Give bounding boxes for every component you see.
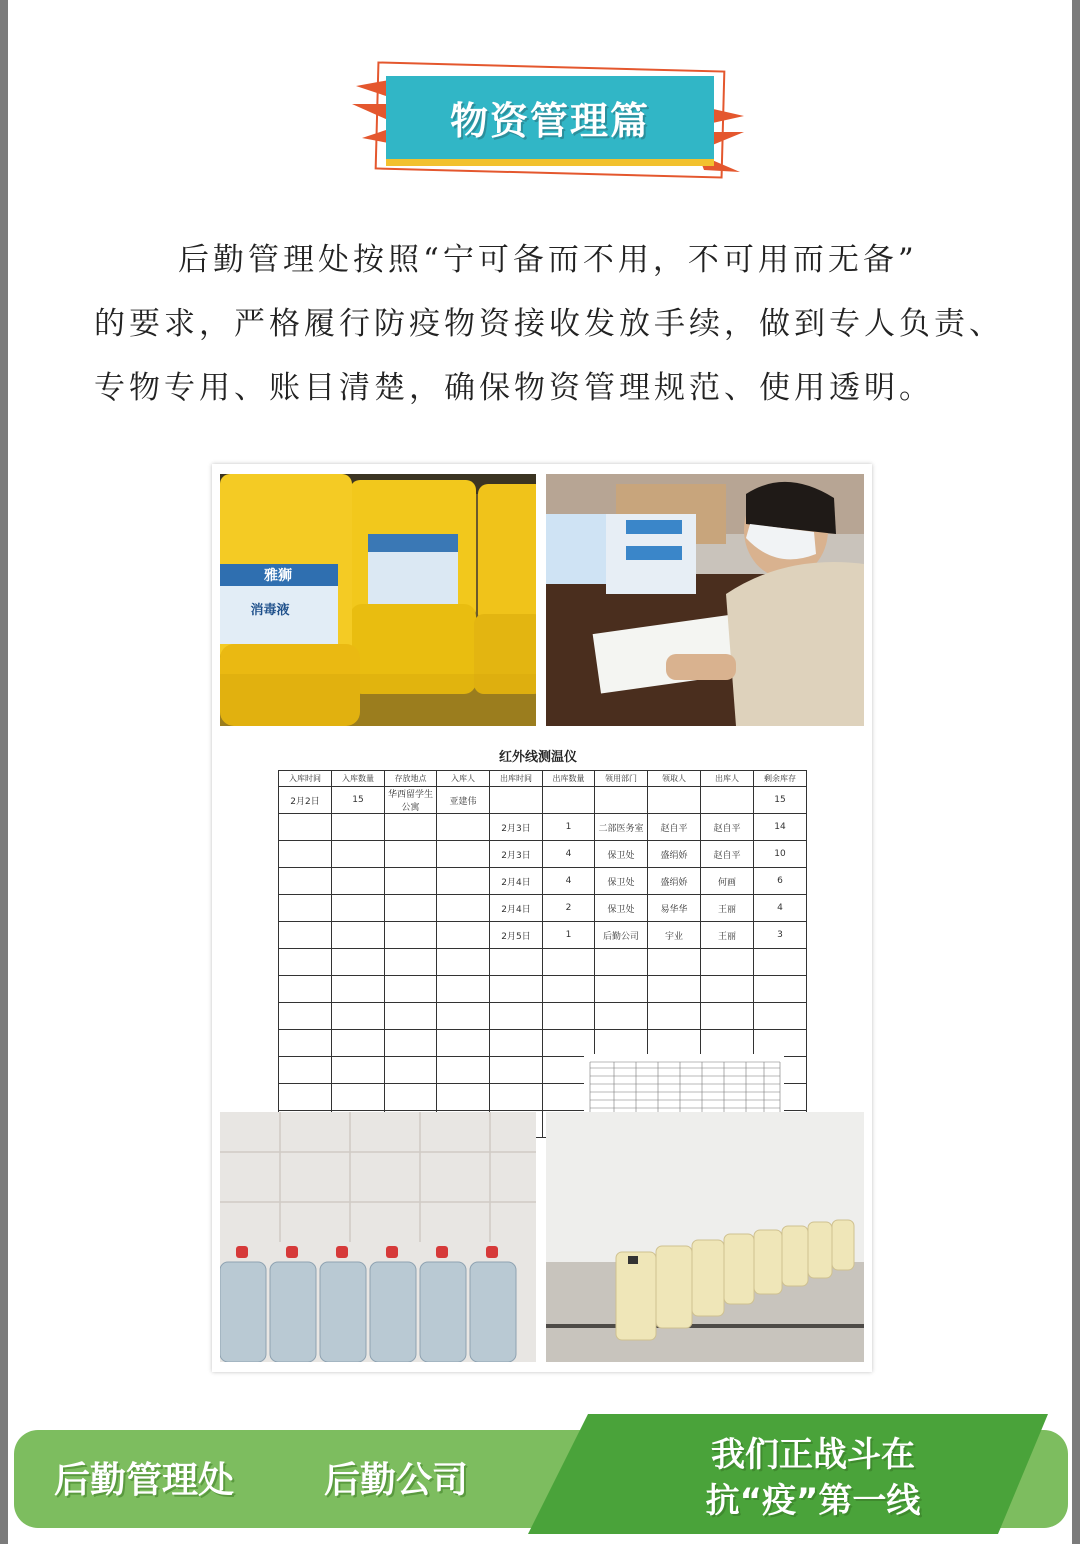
ledger-cell [648, 976, 701, 1003]
footer-slogan-line: 我们正战斗在 [711, 1435, 915, 1475]
ledger-cell [701, 1030, 754, 1057]
ledger-cell [332, 1030, 385, 1057]
ledger-cell [701, 949, 754, 976]
ledger-cell [385, 1003, 437, 1030]
ledger-cell [437, 1030, 490, 1057]
ledger-cell [595, 976, 648, 1003]
ledger-thumbnail [584, 1054, 784, 1112]
ledger-cell [701, 787, 754, 814]
ledger-cell [437, 976, 490, 1003]
ledger-cell [332, 1003, 385, 1030]
footer-slogan-line: 抗“疫”第一线 [705, 1481, 921, 1521]
ledger-header-cell: 领取人 [648, 771, 701, 787]
ledger-cell: 2月3日 [490, 814, 543, 841]
ledger-cell [332, 1057, 385, 1084]
ledger-header-cell: 出库时间 [490, 771, 543, 787]
ledger-cell: 保卫处 [595, 895, 648, 922]
ledger-cell: 二部医务室 [595, 814, 648, 841]
photo-disinfectant-buckets [220, 474, 536, 726]
ledger-cell: 1 [543, 922, 595, 949]
footer-org-logistics-company: 后勤公司 [324, 1460, 469, 1501]
ledger-cell [437, 841, 490, 868]
ledger-cell [754, 1030, 807, 1057]
ledger-cell [385, 868, 437, 895]
ledger-cell: 亚建伟 [437, 787, 490, 814]
ledger-cell: 2月5日 [490, 922, 543, 949]
ledger-cell [385, 949, 437, 976]
ledger-cell [595, 949, 648, 976]
ledger-cell [490, 1003, 543, 1030]
ledger-cell: 赵自平 [648, 814, 701, 841]
ledger-cell [490, 949, 543, 976]
ledger-cell [543, 976, 595, 1003]
poster-page [8, 0, 1072, 1544]
ledger-header-cell: 领用部门 [595, 771, 648, 787]
ledger-row [279, 868, 807, 895]
footer-org-logistics-office: 后勤管理处 [54, 1460, 235, 1501]
inventory-ledger [218, 726, 866, 1112]
ledger-cell [490, 1084, 543, 1111]
ledger-cell: 易华华 [648, 895, 701, 922]
ledger-cell: 1 [543, 814, 595, 841]
ledger-cell [279, 868, 332, 895]
ledger-cell [490, 1057, 543, 1084]
ledger-cell [279, 1057, 332, 1084]
ledger-cell [385, 1030, 437, 1057]
ledger-cell [437, 1057, 490, 1084]
ledger-row [279, 814, 807, 841]
ledger-cell [279, 976, 332, 1003]
ledger-cell [490, 1030, 543, 1057]
ledger-cell [279, 895, 332, 922]
ledger-cell [279, 841, 332, 868]
ledger-row-empty [279, 976, 807, 1003]
photo-collage [212, 464, 872, 1372]
ledger-header-cell: 出库人 [701, 771, 754, 787]
ledger-cell [648, 949, 701, 976]
ledger-cell: 10 [754, 841, 807, 868]
ledger-cell [595, 1003, 648, 1030]
ledger-row [279, 787, 807, 814]
ledger-cell: 赵自平 [701, 814, 754, 841]
ledger-cell [648, 787, 701, 814]
ledger-cell [701, 1003, 754, 1030]
ledger-cell [279, 922, 332, 949]
ledger-row-empty [279, 949, 807, 976]
ledger-cell [490, 976, 543, 1003]
ledger-cell [279, 1003, 332, 1030]
ledger-header-cell: 入库人 [437, 771, 490, 787]
ledger-cell: 4 [543, 841, 595, 868]
photo-jerry-cans [546, 1112, 864, 1362]
ledger-cell [385, 922, 437, 949]
ledger-cell [437, 1003, 490, 1030]
ledger-cell: 2 [543, 895, 595, 922]
ledger-cell: 15 [332, 787, 385, 814]
ledger-cell: 盛绢娇 [648, 841, 701, 868]
ledger-cell [385, 1057, 437, 1084]
ledger-cell: 2月2日 [279, 787, 332, 814]
ledger-row-empty [279, 1003, 807, 1030]
footer-slogan [658, 1432, 968, 1524]
ledger-cell: 何画 [701, 868, 754, 895]
ledger-cell: 4 [543, 868, 595, 895]
intro-paragraph [94, 228, 1024, 420]
ledger-header-cell: 入库数量 [332, 771, 385, 787]
ledger-header-cell: 剩余库存 [754, 771, 807, 787]
ledger-cell [332, 922, 385, 949]
ledger-cell [754, 1003, 807, 1030]
ledger-cell: 盛绢娇 [648, 868, 701, 895]
ledger-cell [279, 1030, 332, 1057]
ledger-cell [648, 1003, 701, 1030]
ledger-cell: 宇业 [648, 922, 701, 949]
ledger-cell: 3 [754, 922, 807, 949]
ledger-cell [332, 949, 385, 976]
ledger-cell [279, 1084, 332, 1111]
ledger-cell [543, 949, 595, 976]
ledger-cell [437, 922, 490, 949]
ledger-cell [279, 949, 332, 976]
ledger-cell [385, 1084, 437, 1111]
ledger-cell [437, 814, 490, 841]
ledger-cell [543, 1003, 595, 1030]
ledger-cell [332, 976, 385, 1003]
ledger-row [279, 922, 807, 949]
photo-water-bottles [220, 1112, 536, 1362]
ledger-cell: 王丽 [701, 922, 754, 949]
ledger-row [279, 841, 807, 868]
intro-line: 的要求，严格履行防疫物资接收发放手续，做到专人负责、 [94, 306, 1004, 342]
ledger-cell: 2月3日 [490, 841, 543, 868]
ledger-cell [332, 814, 385, 841]
ledger-cell: 14 [754, 814, 807, 841]
ledger-cell [754, 949, 807, 976]
ledger-header-row [279, 771, 807, 787]
ledger-cell: 2月4日 [490, 868, 543, 895]
intro-line: 后勤管理处按照“宁可备而不用，不可用而无备” [178, 242, 918, 278]
ledger-cell [437, 895, 490, 922]
ledger-cell: 15 [754, 787, 807, 814]
ledger-cell [385, 895, 437, 922]
ledger-cell: 2月4日 [490, 895, 543, 922]
ledger-cell [543, 1030, 595, 1057]
ledger-cell: 4 [754, 895, 807, 922]
ledger-header-cell: 出库数量 [543, 771, 595, 787]
ledger-cell [385, 814, 437, 841]
ledger-cell [754, 976, 807, 1003]
bucket-label: 消毒液 [250, 603, 290, 618]
ledger-cell [332, 868, 385, 895]
ledger-cell [490, 787, 543, 814]
ledger-cell [385, 841, 437, 868]
ledger-cell: 王丽 [701, 895, 754, 922]
ledger-cell: 华西留学生公寓 [385, 787, 437, 814]
ledger-cell [437, 1084, 490, 1111]
banner-title: 物资管理篇 [449, 99, 650, 143]
photo-registration [546, 474, 864, 726]
ledger-cell [279, 814, 332, 841]
ledger-cell [701, 976, 754, 1003]
ledger-cell: 保卫处 [595, 841, 648, 868]
bucket-brand: 雅狮 [264, 568, 292, 584]
ledger-cell [595, 1030, 648, 1057]
ledger-cell [332, 1084, 385, 1111]
ledger-cell: 6 [754, 868, 807, 895]
ledger-cell [385, 976, 437, 1003]
ledger-cell [437, 868, 490, 895]
ledger-cell [543, 787, 595, 814]
ledger-cell: 保卫处 [595, 868, 648, 895]
ledger-row-empty [279, 1030, 807, 1057]
ledger-cell [332, 841, 385, 868]
ledger-cell: 赵自平 [701, 841, 754, 868]
ledger-row [279, 895, 807, 922]
ledger-cell [648, 1030, 701, 1057]
ledger-header-cell: 入库时间 [279, 771, 332, 787]
intro-line: 专物专用、账目清楚，确保物资管理规范、使用透明。 [94, 370, 934, 406]
ledger-cell [595, 787, 648, 814]
title-banner [348, 58, 748, 188]
ledger-title: 红外线测温仪 [498, 750, 577, 765]
ledger-cell [437, 949, 490, 976]
ledger-header-cell: 存放地点 [385, 771, 437, 787]
ledger-cell: 后勤公司 [595, 922, 648, 949]
ledger-cell [332, 895, 385, 922]
